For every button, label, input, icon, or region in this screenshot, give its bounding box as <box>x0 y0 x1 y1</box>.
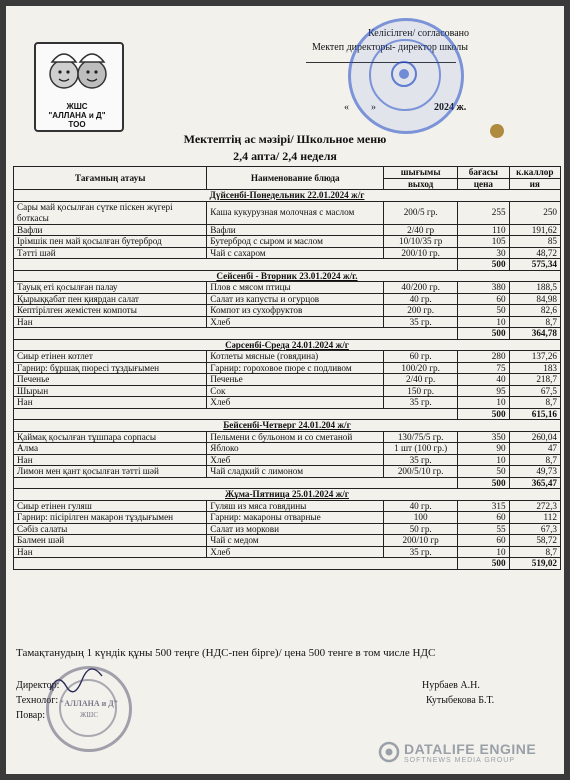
dish-kcal: 82,6 <box>509 305 560 317</box>
dish-output: 35 гр. <box>384 546 458 558</box>
date-quote-mid: » <box>371 102 376 113</box>
col-header-kz: Тағамның атауы <box>14 167 207 190</box>
school-stamp <box>348 18 467 134</box>
dish-kz: Сиыр етінен гуляш <box>14 500 207 512</box>
dish-kz: Кептірілген жемістен компоты <box>14 305 207 317</box>
day-title: Бейсенбі-Четверг 24.01.204 ж/г <box>14 420 561 432</box>
table-row <box>14 500 561 512</box>
dish-kcal: 48,72 <box>509 247 560 259</box>
dish-kz: Нан <box>14 397 207 409</box>
dish-kcal: 49,73 <box>509 466 560 478</box>
stamp-kz: ЖШС <box>79 711 98 719</box>
table-row <box>14 201 561 224</box>
technologist-name: Кутыбекова Б.Т. <box>426 695 495 706</box>
total-price: 500 <box>458 558 509 570</box>
date-year: 2024 ж. <box>434 102 467 113</box>
dish-kz: Сиыр етінен котлет <box>14 351 207 363</box>
total-kcal: 575,34 <box>509 259 560 271</box>
dish-kz: Сары май қосылған сүтке піскен жүгері боткасы <box>14 201 207 224</box>
dish-ru: Вафли <box>207 224 384 236</box>
dish-output: 2/40 гр. <box>384 374 458 386</box>
total-row <box>14 259 561 271</box>
dish-ru: Пельмени с бульоном и со сметаной <box>207 431 384 443</box>
table-row <box>14 512 561 524</box>
dish-output: 10/10/35 гр <box>384 236 458 248</box>
day-header-row <box>14 489 561 501</box>
table-row <box>14 385 561 397</box>
dish-output: 100 <box>384 512 458 524</box>
table-row <box>14 293 561 305</box>
total-price: 500 <box>458 408 509 420</box>
dish-ru: Яблоко <box>207 443 384 455</box>
dish-ru: Печенье <box>207 374 384 386</box>
dish-kz: Қырыққабат пен қиярдан салат <box>14 293 207 305</box>
day-title: Дүйсенбі-Понедельник 22.01.2024 ж/г <box>14 190 561 202</box>
dish-price: 50 <box>458 305 509 317</box>
dish-price: 60 <box>458 293 509 305</box>
dish-output: 35 гр. <box>384 454 458 466</box>
dish-kz: Тәтті шәй <box>14 247 207 259</box>
total-row <box>14 328 561 340</box>
dish-ru: Чай с сахаром <box>207 247 384 259</box>
dish-price: 350 <box>458 431 509 443</box>
dish-ru: Сок <box>207 385 384 397</box>
col-header-out-ru: выход <box>384 178 458 190</box>
dish-kcal: 112 <box>509 512 560 524</box>
dish-kz: Нан <box>14 316 207 328</box>
dish-kcal: 84,98 <box>509 293 560 305</box>
total-kcal: 519,02 <box>509 558 560 570</box>
day-title: Сәрсенбі-Среда 24.01.2024 ж/г <box>14 339 561 351</box>
dish-kz: Ірімшік пен май қосылған бутерброд <box>14 236 207 248</box>
dish-ru: Котлеты мясные (говядина) <box>207 351 384 363</box>
dish-output: 1 шт (100 гр.) <box>384 443 458 455</box>
dish-output: 130/75/5 гр. <box>384 431 458 443</box>
dish-price: 10 <box>458 454 509 466</box>
dish-price: 30 <box>458 247 509 259</box>
table-row <box>14 523 561 535</box>
dish-ru: Чай сладкий с лимоном <box>207 466 384 478</box>
table-row <box>14 316 561 328</box>
total-kcal: 364,78 <box>509 328 560 340</box>
dish-kz: Тауық еті қосылған палау <box>14 282 207 294</box>
dish-kz: Гарнир: пісірілген макарон тұздығымен <box>14 512 207 524</box>
dish-kcal: 250 <box>509 201 560 224</box>
company-stamp-inner <box>59 679 117 737</box>
dish-price: 10 <box>458 546 509 558</box>
dish-ru: Хлеб <box>207 546 384 558</box>
day-header-row <box>14 270 561 282</box>
dish-kz: Қаймақ қосылған тұшпара сорпасы <box>14 431 207 443</box>
day-header-row <box>14 190 561 202</box>
cook-label: Повар: <box>16 710 46 721</box>
dish-output: 60 гр. <box>384 351 458 363</box>
dish-output: 40 гр. <box>384 500 458 512</box>
table-row <box>14 397 561 409</box>
total-row <box>14 558 561 570</box>
dish-kz: Гарнир: бұршақ пюресі тұздығымен <box>14 362 207 374</box>
dish-output: 150 гр. <box>384 385 458 397</box>
dish-ru: Каша кукурузная молочная с маслом <box>207 201 384 224</box>
total-kcal: 615,16 <box>509 408 560 420</box>
total-spacer <box>14 408 458 420</box>
dish-output: 200/10 гр. <box>384 247 458 259</box>
menu-document <box>6 6 564 774</box>
dish-price: 380 <box>458 282 509 294</box>
dish-kcal: 8,7 <box>509 546 560 558</box>
dish-price: 280 <box>458 351 509 363</box>
dish-kz: Вафли <box>14 224 207 236</box>
dish-ru: Хлеб <box>207 397 384 409</box>
dish-kz: Печенье <box>14 374 207 386</box>
emblem-icon <box>389 59 419 89</box>
dish-ru: Бутерброд с сыром и маслом <box>207 236 384 248</box>
total-row <box>14 408 561 420</box>
dish-price: 75 <box>458 362 509 374</box>
dish-price: 10 <box>458 397 509 409</box>
total-spacer <box>14 477 458 489</box>
dish-price: 60 <box>458 535 509 547</box>
dish-price: 90 <box>458 443 509 455</box>
director-name: Нурбаев А.Н. <box>422 680 480 691</box>
col-header-ru: Наименование блюда <box>207 167 384 190</box>
dish-kz: Сәбіз салаты <box>14 523 207 535</box>
total-price: 500 <box>458 328 509 340</box>
col-header-out-kz: шығымы <box>384 167 458 179</box>
dish-output: 2/40 гр <box>384 224 458 236</box>
dish-output: 50 гр. <box>384 523 458 535</box>
dle-sub: SOFTNEWS MEDIA GROUP <box>404 757 516 764</box>
dish-kcal: 47 <box>509 443 560 455</box>
dish-output: 40/200 гр. <box>384 282 458 294</box>
page-subtitle: 2,4 апта/ 2,4 неделя <box>233 149 337 163</box>
total-spacer <box>14 558 458 570</box>
dish-kcal: 183 <box>509 362 560 374</box>
dish-ru: Компот из сухофруктов <box>207 305 384 317</box>
company-stamp <box>46 666 132 752</box>
dish-price: 110 <box>458 224 509 236</box>
cost-note: Тамақтанудың 1 күндік құны 500 теңге (НДС-пен бірге)/ цена 500 тенге в том числе НДС <box>16 647 436 659</box>
dish-kcal: 188,5 <box>509 282 560 294</box>
col-header-price-kz: бағасы <box>458 167 509 179</box>
table-row <box>14 431 561 443</box>
dish-output: 200/10 гр <box>384 535 458 547</box>
dish-output: 200 гр. <box>384 305 458 317</box>
col-header-kcal-b: ия <box>509 178 560 190</box>
dish-output: 200/5 гр. <box>384 201 458 224</box>
dish-output: 200/5/10 гр. <box>384 466 458 478</box>
logo-org-line2: "АЛЛАНА и Д" <box>48 111 106 120</box>
col-header-price-ru: цена <box>458 178 509 190</box>
dish-kz: Лимон мен қант қосылған тәтті шәй <box>14 466 207 478</box>
table-row <box>14 466 561 478</box>
logo-org-text <box>36 102 118 129</box>
dish-price: 55 <box>458 523 509 535</box>
director-label: Директор: <box>16 680 60 691</box>
dish-ru: Чай с медом <box>207 535 384 547</box>
day-title: Жұма-Пятница 25.01.2024 ж/г <box>14 489 561 501</box>
table-row <box>14 454 561 466</box>
table-row <box>14 282 561 294</box>
dish-ru: Салат из капусты и огурцов <box>207 293 384 305</box>
dish-kz: Нан <box>14 454 207 466</box>
total-kcal: 365,47 <box>509 477 560 489</box>
logo-org-line1: ЖШС <box>66 102 88 111</box>
table-row <box>14 351 561 363</box>
dish-ru: Плов с мясом птицы <box>207 282 384 294</box>
col-header-kcal-a: к.каллор <box>509 167 560 179</box>
dish-ru: Хлеб <box>207 454 384 466</box>
technologist-label: Технолог: <box>16 695 59 706</box>
approve-line: Келісілген/ согласовано <box>368 28 470 39</box>
dish-kcal: 8,7 <box>509 316 560 328</box>
dish-ru: Салат из моркови <box>207 523 384 535</box>
date-quote-open: « <box>344 102 349 113</box>
dish-output: 35 гр. <box>384 316 458 328</box>
dish-price: 315 <box>458 500 509 512</box>
table-row <box>14 236 561 248</box>
director-line: Мектеп директоры- директор школы <box>312 42 468 53</box>
stamp-org: "АЛЛАНА и Д" <box>59 699 119 708</box>
menu-table-body <box>14 167 561 570</box>
dish-kcal: 8,7 <box>509 397 560 409</box>
total-row <box>14 477 561 489</box>
dish-kcal: 191,62 <box>509 224 560 236</box>
dish-ru: Гарнир: гороховое пюре с подливом <box>207 362 384 374</box>
table-row <box>14 374 561 386</box>
dish-kcal: 260,04 <box>509 431 560 443</box>
total-price: 500 <box>458 477 509 489</box>
dish-kz: Алма <box>14 443 207 455</box>
total-spacer <box>14 328 458 340</box>
table-header-row <box>14 167 561 179</box>
dish-price: 10 <box>458 316 509 328</box>
day-header-row <box>14 420 561 432</box>
dish-output: 35 гр. <box>384 397 458 409</box>
dish-price: 40 <box>458 374 509 386</box>
dish-output: 40 гр. <box>384 293 458 305</box>
dish-price: 95 <box>458 385 509 397</box>
dish-kz: Нан <box>14 546 207 558</box>
logo-org-line3: ТОО <box>68 120 86 129</box>
page-title: Мектептің ас мәзірі/ Школьное меню <box>183 132 387 146</box>
table-row <box>14 546 561 558</box>
dish-kz: Балмен шәй <box>14 535 207 547</box>
total-spacer <box>14 259 458 271</box>
total-price: 500 <box>458 259 509 271</box>
chefs-logo-icon <box>36 44 122 104</box>
dle-brand: DATALIFE ENGINE <box>404 741 537 757</box>
dish-kcal: 218,7 <box>509 374 560 386</box>
dish-price: 50 <box>458 466 509 478</box>
dish-kcal: 272,3 <box>509 500 560 512</box>
dish-kz: Шырын <box>14 385 207 397</box>
dish-kcal: 67,5 <box>509 385 560 397</box>
dish-price: 60 <box>458 512 509 524</box>
dish-kcal: 58,72 <box>509 535 560 547</box>
dish-ru: Хлеб <box>207 316 384 328</box>
dish-price: 255 <box>458 201 509 224</box>
dle-logo-icon <box>378 741 400 763</box>
dish-kcal: 67,3 <box>509 523 560 535</box>
day-header-row <box>14 339 561 351</box>
dish-kcal: 137,26 <box>509 351 560 363</box>
dish-price: 105 <box>458 236 509 248</box>
menu-table <box>13 166 561 570</box>
table-row <box>14 443 561 455</box>
day-title: Сейсенбі - Вторник 23.01.2024 ж/г. <box>14 270 561 282</box>
dish-kcal: 85 <box>509 236 560 248</box>
table-row <box>14 247 561 259</box>
table-row <box>14 305 561 317</box>
dish-ru: Гуляш из мяса говядины <box>207 500 384 512</box>
table-row <box>14 362 561 374</box>
table-row <box>14 535 561 547</box>
dish-ru: Гарнир: макароны отварные <box>207 512 384 524</box>
table-row <box>14 224 561 236</box>
dish-kcal: 8,7 <box>509 454 560 466</box>
dish-output: 100/20 гр. <box>384 362 458 374</box>
